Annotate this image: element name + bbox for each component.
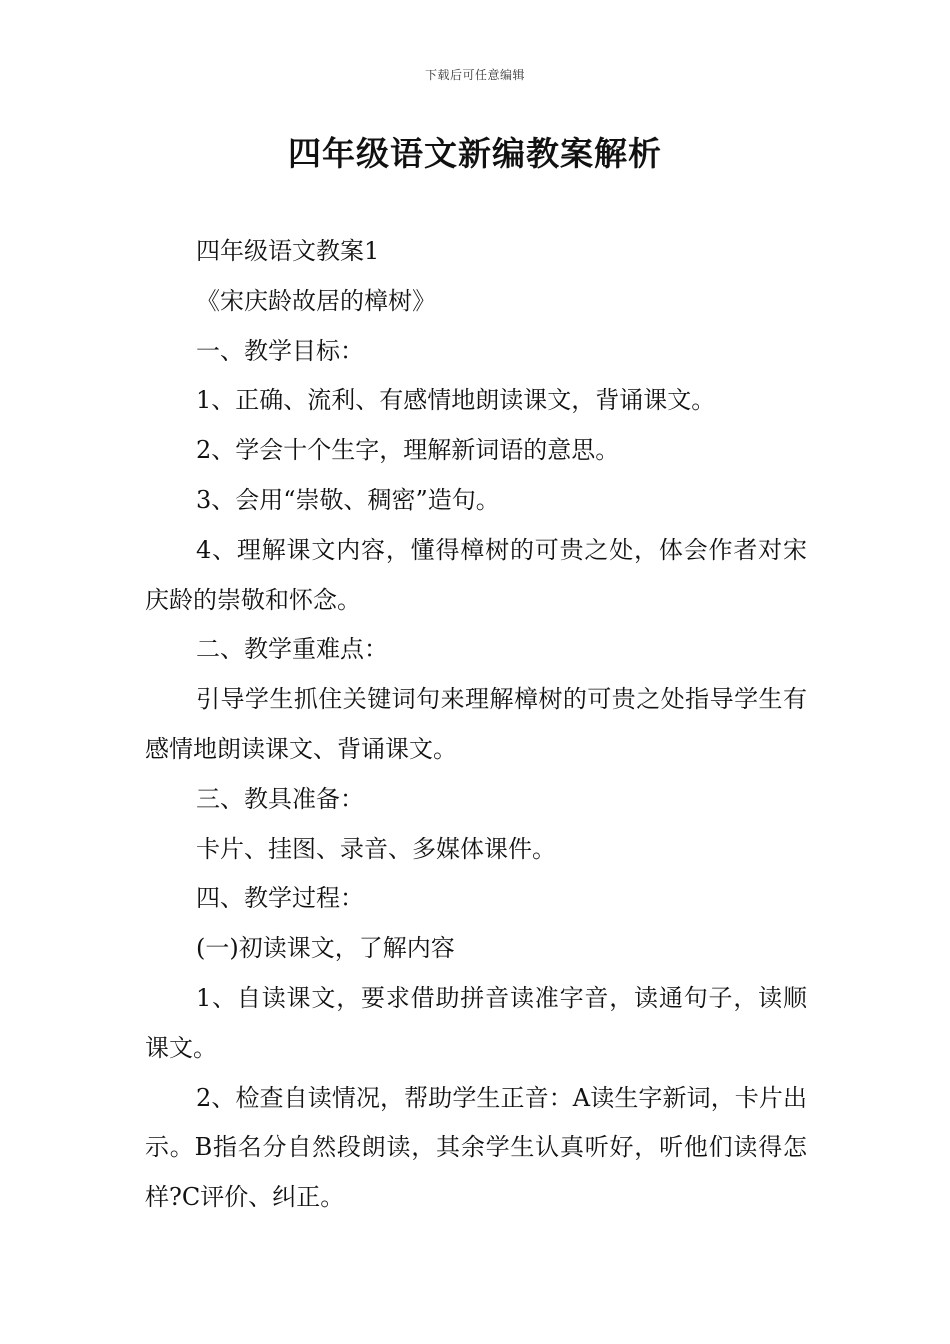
- lesson-plan-heading: 四年级语文教案1: [196, 237, 380, 265]
- objective-item: 2、学会十个生字，理解新词语的意思。: [196, 436, 620, 465]
- section-heading-key-points: 二、教学重难点：: [196, 635, 388, 664]
- objective-item: 1、正确、流利、有感情地朗读课文，背诵课文。: [196, 386, 716, 415]
- process-subheading: (一)初读课文，了解内容: [196, 934, 455, 963]
- document-body: [145, 227, 807, 1223]
- lesson-title: 《宋庆龄故居的樟树》: [196, 286, 436, 315]
- section-heading-objectives: 一、教学目标：: [196, 336, 364, 365]
- key-points-text: 引导学生抓住关键词句来理解樟树的可贵之处指导学生有感情地朗读课文、背诵课文。: [145, 685, 807, 763]
- section-heading-materials: 三、教具准备：: [196, 784, 364, 813]
- header-note: 下载后可任意编辑: [424, 68, 525, 82]
- objective-item: 4、理解课文内容，懂得樟树的可贵之处，体会作者对宋庆龄的崇敬和怀念。: [145, 535, 807, 614]
- materials-text: 卡片、挂图、录音、多媒体课件。: [196, 834, 556, 863]
- process-step: 1、自读课文，要求借助拼音读准字音，读通句子，读顺课文。: [145, 983, 807, 1062]
- process-step: 2、检查自读情况，帮助学生正音：A读生字新词，卡片出示。B指名分自然段朗读，其余学生认真听好，听他们读得怎样?C评价、纠正。: [145, 1083, 807, 1212]
- section-heading-process: 四、教学过程：: [196, 884, 364, 913]
- objective-item: 3、会用“崇敬、稠密”造句。: [196, 485, 500, 514]
- page-title: 四年级语文新编教案解析: [288, 134, 662, 173]
